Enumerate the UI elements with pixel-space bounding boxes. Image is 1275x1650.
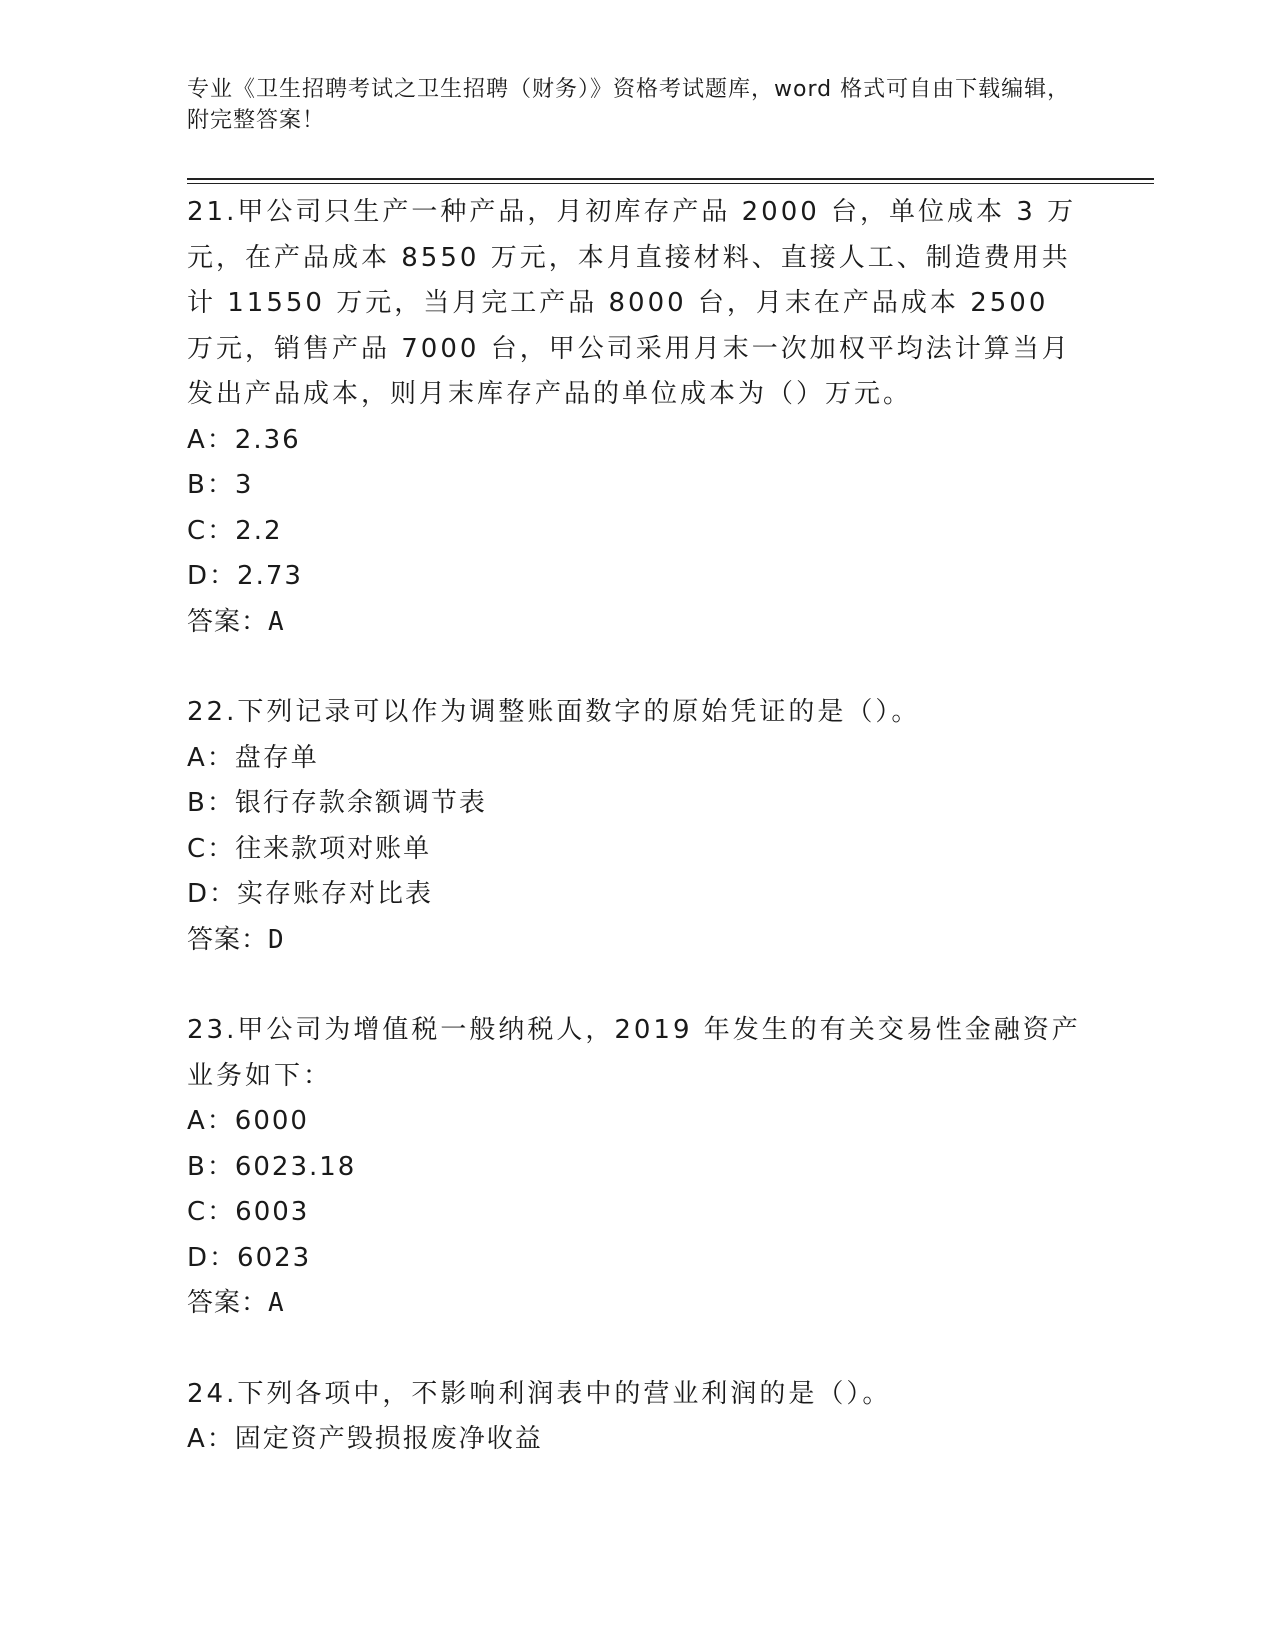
question-text: 24.下列各项中，不影响利润表中的营业利润的是（）。 bbox=[187, 1378, 892, 1409]
option-c: C：6003 bbox=[187, 1197, 310, 1227]
header-divider-thin bbox=[187, 183, 1154, 184]
question-text: 21.甲公司只生产一种产品，月初库存产品 2000 台，单位成本 3 万元，在产品成本 8550 万元，本月直接材料、直接人工、制造费用共计 11550 万元，当月完工产品 8000 台，月末在产品成本 2500 万元，销售产品 7000 台，甲公司采用月末一次加权平均法计算当月发出产品成本，则月末库存产品的单位成本为（）万元。 bbox=[187, 197, 1077, 409]
answer bbox=[187, 918, 1087, 964]
option-a: A：固定资产毁损报废净收益 bbox=[187, 1424, 543, 1454]
document-intro: 专业《卫生招聘考试之卫生招聘（财务）》资格考试题库，word 格式可自由下载编辑，附完整答案！ bbox=[187, 77, 1071, 133]
answer-value: D bbox=[268, 924, 284, 955]
option-b: B：银行存款余额调节表 bbox=[187, 788, 487, 818]
question-text: 23.甲公司为增值税一般纳税人，2019 年发生的有关交易性金融资产业务如下： bbox=[187, 1015, 1081, 1091]
option-b: B：3 bbox=[187, 470, 254, 500]
answer-label: 答案： bbox=[187, 606, 269, 637]
question-22 bbox=[187, 690, 1087, 963]
header-divider-thick bbox=[187, 178, 1154, 180]
answer bbox=[187, 600, 1087, 646]
option-c: C：往来款项对账单 bbox=[187, 833, 432, 864]
option-a: A：2.36 bbox=[187, 424, 301, 455]
answer-value: A bbox=[268, 606, 284, 637]
answer-label: 答案： bbox=[187, 1288, 269, 1318]
question-23 bbox=[187, 1008, 1087, 1327]
question-text: 22.下列记录可以作为调整账面数字的原始凭证的是（）。 bbox=[187, 697, 921, 727]
option-c: C：2.2 bbox=[187, 515, 283, 546]
option-a: A：盘存单 bbox=[187, 742, 319, 773]
answer bbox=[187, 1281, 1087, 1327]
option-d: D：6023 bbox=[187, 1242, 312, 1273]
option-b: B：6023.18 bbox=[187, 1151, 357, 1182]
question-21 bbox=[187, 190, 1087, 645]
answer-value: A bbox=[268, 1288, 284, 1318]
question-list bbox=[187, 190, 1087, 1508]
option-d: D：实存账存对比表 bbox=[187, 879, 434, 909]
option-a: A：6000 bbox=[187, 1106, 309, 1136]
answer-label: 答案： bbox=[187, 924, 269, 955]
option-d: D：2.73 bbox=[187, 561, 303, 591]
question-24 bbox=[187, 1372, 1087, 1463]
